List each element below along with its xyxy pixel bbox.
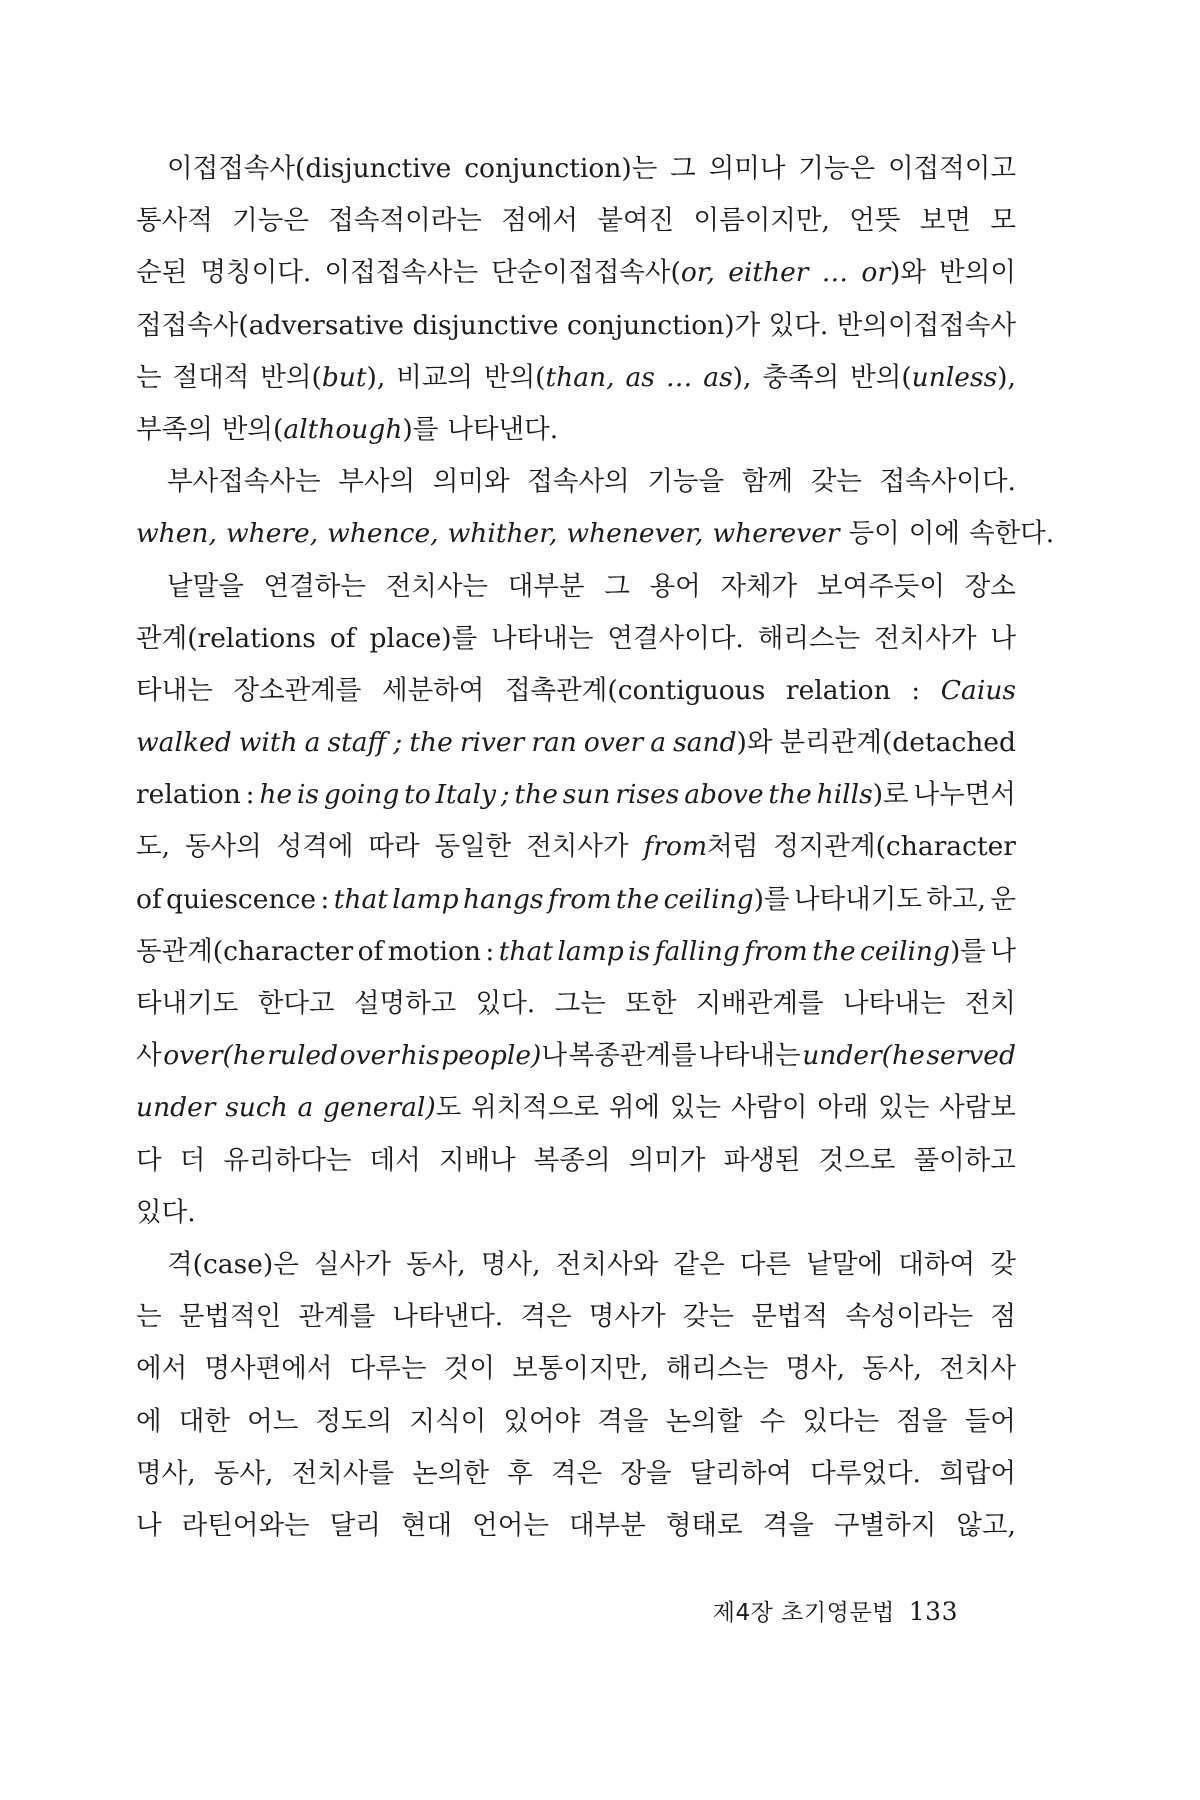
word: 순된 <box>136 257 188 289</box>
word: 의미나 <box>708 153 786 184</box>
word: 정도의 <box>315 1405 393 1437</box>
word: 등이 <box>848 518 900 550</box>
word: 논의할 <box>665 1405 743 1437</box>
word: 격은 <box>520 1301 572 1333</box>
word: 대부분 <box>568 1509 646 1541</box>
word: 자체가 <box>720 570 798 602</box>
word: : <box>911 674 921 706</box>
word: 타내기도 <box>136 988 239 1019</box>
word: over <box>339 1040 399 1072</box>
word: ran <box>531 727 577 759</box>
word: the <box>615 883 660 915</box>
page-number: 133 <box>908 1597 958 1626</box>
word: whither, <box>447 518 558 550</box>
word: 이접적이고 <box>887 153 1016 184</box>
word: 세분하여 <box>381 674 485 706</box>
word: motion <box>387 935 481 967</box>
text-line <box>136 456 1016 508</box>
word: of <box>357 935 384 967</box>
word: 아래 <box>817 1092 869 1124</box>
word: 도, <box>136 831 171 863</box>
word: that <box>498 935 553 967</box>
word: 다루었다. <box>810 1457 921 1489</box>
word: 명사, <box>785 1353 846 1385</box>
word: 데서 <box>369 1144 421 1176</box>
word: 반의(unless), <box>850 361 1016 393</box>
word: 이접접속사는 <box>324 257 479 289</box>
word: 복종의 <box>533 1144 611 1176</box>
word: 기능은 <box>798 153 876 184</box>
text-line <box>136 1239 1016 1291</box>
word: 격을 <box>762 1509 814 1541</box>
word: with <box>238 727 298 759</box>
word: relation <box>785 674 891 706</box>
word: 논의한 <box>412 1457 489 1489</box>
word: disjunctive <box>412 309 559 341</box>
word: 장을 <box>620 1457 672 1489</box>
word: 언어는 <box>472 1509 549 1541</box>
text-line <box>136 352 1016 404</box>
word: people)나 <box>441 1040 567 1072</box>
word: 반의(but), <box>260 361 386 393</box>
word: 부사의 <box>338 466 416 498</box>
text-line <box>136 1187 1016 1239</box>
word: from <box>547 883 612 915</box>
word: ruled <box>267 1040 339 1072</box>
word: ; <box>393 727 403 759</box>
word: ; <box>500 779 510 811</box>
word: of <box>136 883 162 915</box>
word: 형태로 <box>665 1509 743 1541</box>
word: or)와 <box>861 257 926 289</box>
text-line <box>136 1343 1016 1395</box>
word: 달리 <box>329 1509 381 1541</box>
text-line <box>136 561 1016 613</box>
word: 동관계(character <box>136 935 354 967</box>
word: from처럼 <box>643 831 759 863</box>
word: as <box>625 361 655 393</box>
word: 낱말을 <box>167 570 244 602</box>
word: 관계를 <box>298 1301 376 1333</box>
word: 보여주듯이 <box>816 570 945 602</box>
word: sun <box>562 779 611 811</box>
word: quiescence <box>166 883 317 915</box>
word: 희랍어 <box>939 1457 1016 1489</box>
running-footer <box>713 1594 958 1627</box>
word: 있다는 <box>802 1405 880 1437</box>
text-line <box>136 874 1016 926</box>
word: 충족의 <box>762 361 840 393</box>
word: 분리관계(detached <box>779 727 1016 759</box>
word: 반의(although)를 <box>221 413 439 445</box>
word: 더 <box>179 1144 206 1176</box>
word: conjunction)는 <box>464 153 658 184</box>
word: a <box>297 1092 314 1124</box>
word: conjunction)가 <box>567 309 761 341</box>
word: 반의이접접속사 <box>836 309 1016 341</box>
word: Italy <box>435 779 496 811</box>
word: 반의이 <box>939 257 1016 289</box>
word: 있어야 <box>503 1405 581 1437</box>
word: 에서 <box>136 1353 188 1385</box>
word: 기능을 <box>647 466 725 498</box>
word: 갖는 <box>810 466 862 498</box>
text-line <box>136 404 1016 456</box>
word: 나 <box>990 935 1016 967</box>
word: 않고, <box>956 1509 1016 1541</box>
word: 동일한 <box>434 831 512 863</box>
text-line <box>136 821 1016 873</box>
word: rises <box>615 779 680 811</box>
word: 대하여 <box>898 1248 976 1280</box>
word: 용어 <box>649 570 701 602</box>
word: 모 <box>990 205 1016 237</box>
word: 사람이 <box>730 1092 808 1124</box>
word: 이접접속사(disjunctive <box>167 153 452 184</box>
word: 나타낸다. <box>447 413 559 445</box>
word: 전치사는 <box>385 570 489 602</box>
word: 위치적으로 <box>471 1092 600 1124</box>
text-line <box>136 613 1016 665</box>
word: 비교의 <box>396 361 474 393</box>
word: : <box>320 883 330 915</box>
word: 동사, <box>213 1457 274 1489</box>
word: to <box>404 779 431 811</box>
word: 연결사이다. <box>607 622 744 654</box>
text-line <box>136 1448 1016 1500</box>
body-text <box>136 143 1055 1552</box>
word: 전치사 <box>939 1353 1016 1385</box>
word: over <box>583 727 644 759</box>
word: 그는 <box>554 988 606 1019</box>
word: 위에 <box>608 1092 661 1124</box>
word: : <box>245 779 255 811</box>
word: 는 <box>136 1301 162 1333</box>
word: 점에서 <box>501 205 579 237</box>
word: 통사적 <box>136 205 213 237</box>
text-line <box>136 926 1016 978</box>
word: 점을 <box>896 1405 948 1437</box>
word: 접촉관계(contiguous <box>504 674 766 706</box>
word: lamp <box>392 883 459 915</box>
word: 있다. <box>136 1196 196 1228</box>
word: 설명하고 <box>353 988 457 1019</box>
word: general)도 <box>323 1092 462 1124</box>
word: sand)와 <box>673 727 773 759</box>
word: is <box>296 779 320 811</box>
word: 접속적이라는 <box>328 205 482 237</box>
word: 있다. <box>475 988 536 1019</box>
word: over(he <box>163 1040 266 1072</box>
text-line <box>136 1030 1016 1082</box>
chapter-title: 제4장 초기영문법 <box>712 1600 895 1626</box>
word: 다른 <box>739 1248 791 1280</box>
word: 다 <box>136 1144 162 1176</box>
word: 속성이라는 <box>845 1301 974 1333</box>
word: 부족의 <box>136 413 213 445</box>
word: 동사의 <box>184 831 262 863</box>
word: 어느 <box>247 1405 299 1437</box>
word: 절대적 <box>172 361 250 393</box>
word: 하고, <box>926 883 986 915</box>
word: going <box>323 779 400 811</box>
word: 것으로 <box>818 1144 896 1176</box>
word: 그 <box>604 570 630 602</box>
word: 갖 <box>990 1248 1016 1280</box>
word: 접속사의 <box>527 466 630 498</box>
word: either <box>728 257 809 289</box>
word: 함께 <box>741 466 794 498</box>
word: wherever <box>712 518 840 550</box>
word: the <box>409 727 453 759</box>
word: walked <box>136 727 232 759</box>
word: 또한 <box>625 988 677 1019</box>
word: 있는 <box>878 1092 930 1124</box>
word: ceiling)를 <box>663 883 790 915</box>
word: relation <box>136 779 241 811</box>
word: 속한다. <box>968 518 1055 550</box>
word: 전치사가 <box>526 831 629 863</box>
word: he <box>259 779 293 811</box>
word: whence, <box>327 518 439 550</box>
word: 나 <box>136 1509 162 1541</box>
word: 실사가 <box>314 1248 391 1280</box>
word: river <box>459 727 525 759</box>
word: 보면 <box>919 205 971 237</box>
word: lamp <box>557 935 624 967</box>
word: 사람보 <box>939 1092 1016 1124</box>
word: as), <box>703 361 752 393</box>
word: where, <box>225 518 319 550</box>
text-line <box>136 665 1016 717</box>
word: the <box>768 779 812 811</box>
word: ceiling)를 <box>859 935 986 967</box>
word: 수 <box>759 1405 786 1437</box>
word: 붙여진 <box>597 205 675 237</box>
text-line <box>136 769 1016 821</box>
word: served <box>926 1040 1016 1072</box>
word: above <box>684 779 764 811</box>
text-line <box>136 143 1016 195</box>
word: falling <box>654 935 740 967</box>
word: 언뜻 <box>849 205 901 237</box>
word: the <box>812 935 856 967</box>
word: 격은 <box>550 1457 603 1489</box>
word: … <box>821 257 849 289</box>
word: 연결하는 <box>263 570 366 602</box>
word: 낱말에 <box>806 1248 884 1280</box>
word: 라틴어와는 <box>181 1509 310 1541</box>
word: his <box>400 1040 440 1072</box>
word: 성격에 <box>276 831 354 863</box>
text-line <box>136 508 1055 560</box>
word: 있는 <box>669 1092 721 1124</box>
word: staff <box>327 727 387 759</box>
word: 명사가 <box>588 1301 666 1333</box>
word: : <box>485 935 495 967</box>
word: 문법적인 <box>178 1301 282 1333</box>
word: 는 <box>136 361 162 393</box>
text-line <box>136 1291 1016 1343</box>
text-line <box>136 1135 1016 1187</box>
text-line <box>136 195 1016 247</box>
word: 보통이지만, <box>512 1353 649 1385</box>
word: 현대 <box>400 1509 453 1541</box>
word: 기능은 <box>232 205 309 237</box>
text-line <box>136 1082 1016 1134</box>
word: 장소 <box>964 570 1016 602</box>
word: place)를 <box>369 622 478 654</box>
word: 명사, <box>136 1457 196 1489</box>
word: 격을 <box>597 1405 649 1437</box>
word: a <box>304 727 321 759</box>
word: such <box>225 1092 288 1124</box>
word: 나타낸다. <box>392 1301 504 1333</box>
word: 명사, <box>480 1248 541 1280</box>
word: 지배나 <box>438 1144 516 1176</box>
word: 풀이하고 <box>913 1144 1016 1176</box>
text-line <box>136 1500 1016 1552</box>
word: hangs <box>463 883 544 915</box>
word: 사 <box>136 1040 162 1072</box>
word: 같은 <box>673 1248 725 1280</box>
word: 이름이지만, <box>693 205 830 237</box>
word: 다루는 <box>349 1353 427 1385</box>
word: 유리하다는 <box>223 1144 352 1176</box>
word: 전치사와 <box>555 1248 659 1280</box>
word: 이에 <box>908 518 960 550</box>
word: 들어 <box>964 1405 1016 1437</box>
word: 타내는 <box>136 674 213 706</box>
word: 장소관계를 <box>233 674 362 706</box>
word: 점 <box>990 1301 1016 1333</box>
word: 나타내는 <box>842 988 946 1019</box>
word: 대한 <box>178 1405 230 1437</box>
word: 에 <box>136 1405 162 1437</box>
word: hills)로 <box>816 779 909 811</box>
word: when, <box>136 518 217 550</box>
word: the <box>514 779 558 811</box>
word: 따라 <box>368 831 420 863</box>
word: 달리하여 <box>689 1457 792 1489</box>
word: 있다. <box>768 309 829 341</box>
word: 지배관계를 <box>695 988 824 1019</box>
word: 갖는 <box>682 1301 734 1333</box>
word: 해리스는 <box>665 1353 769 1385</box>
word: 접접속사(adversative <box>136 309 404 341</box>
word: 단순이접접속사(or, <box>491 257 715 289</box>
word: of <box>329 622 356 654</box>
text-line <box>136 978 1016 1030</box>
word: 의미와 <box>432 466 510 498</box>
word: … <box>665 361 693 393</box>
word: under(he <box>802 1040 925 1072</box>
word: 나타내는 <box>491 622 594 654</box>
word: 한다고 <box>257 988 335 1019</box>
word: 전치사가 <box>874 622 977 654</box>
text-line <box>136 300 1016 352</box>
word: Caius <box>940 674 1016 706</box>
word: 동사, <box>406 1248 466 1280</box>
word: 해리스는 <box>757 622 861 654</box>
word: 나타내는 <box>698 1040 801 1072</box>
text-line <box>136 1396 1016 1448</box>
word: 전치사를 <box>291 1457 394 1489</box>
word: 후 <box>507 1457 533 1489</box>
word: 접속사이다. <box>879 466 1016 498</box>
text-line <box>136 717 1016 769</box>
word: 대부분 <box>507 570 585 602</box>
word: 나타내기도 <box>793 883 922 915</box>
word: 명칭이다. <box>200 257 312 289</box>
word: 나누면서 <box>913 779 1016 811</box>
word: 그 <box>670 153 696 184</box>
word: 정지관계(character <box>773 831 1016 863</box>
word: from <box>744 935 808 967</box>
word: 관계(relations <box>136 622 316 654</box>
word: 파생된 <box>723 1144 801 1176</box>
word: 의미가 <box>628 1144 706 1176</box>
word: 문법적 <box>751 1301 828 1333</box>
word: 지식이 <box>409 1405 487 1437</box>
word: 구별하지 <box>833 1509 937 1541</box>
word: 부사접속사는 <box>167 466 321 498</box>
word: 전치 <box>964 988 1016 1019</box>
text-line <box>136 247 1016 299</box>
word: is <box>628 935 651 967</box>
word: 나 <box>990 622 1016 654</box>
word: that <box>333 883 388 915</box>
word: 것이 <box>443 1353 495 1385</box>
word: 반의(than, <box>483 361 615 393</box>
word: 복종관계를 <box>568 1040 697 1072</box>
word: under <box>136 1092 216 1124</box>
word: whenever, <box>566 518 704 550</box>
word: 명사편에서 <box>204 1353 333 1385</box>
word: a <box>650 727 667 759</box>
word: 동사, <box>862 1353 922 1385</box>
word: 운 <box>990 883 1016 915</box>
word: 격(case)은 <box>167 1248 299 1280</box>
